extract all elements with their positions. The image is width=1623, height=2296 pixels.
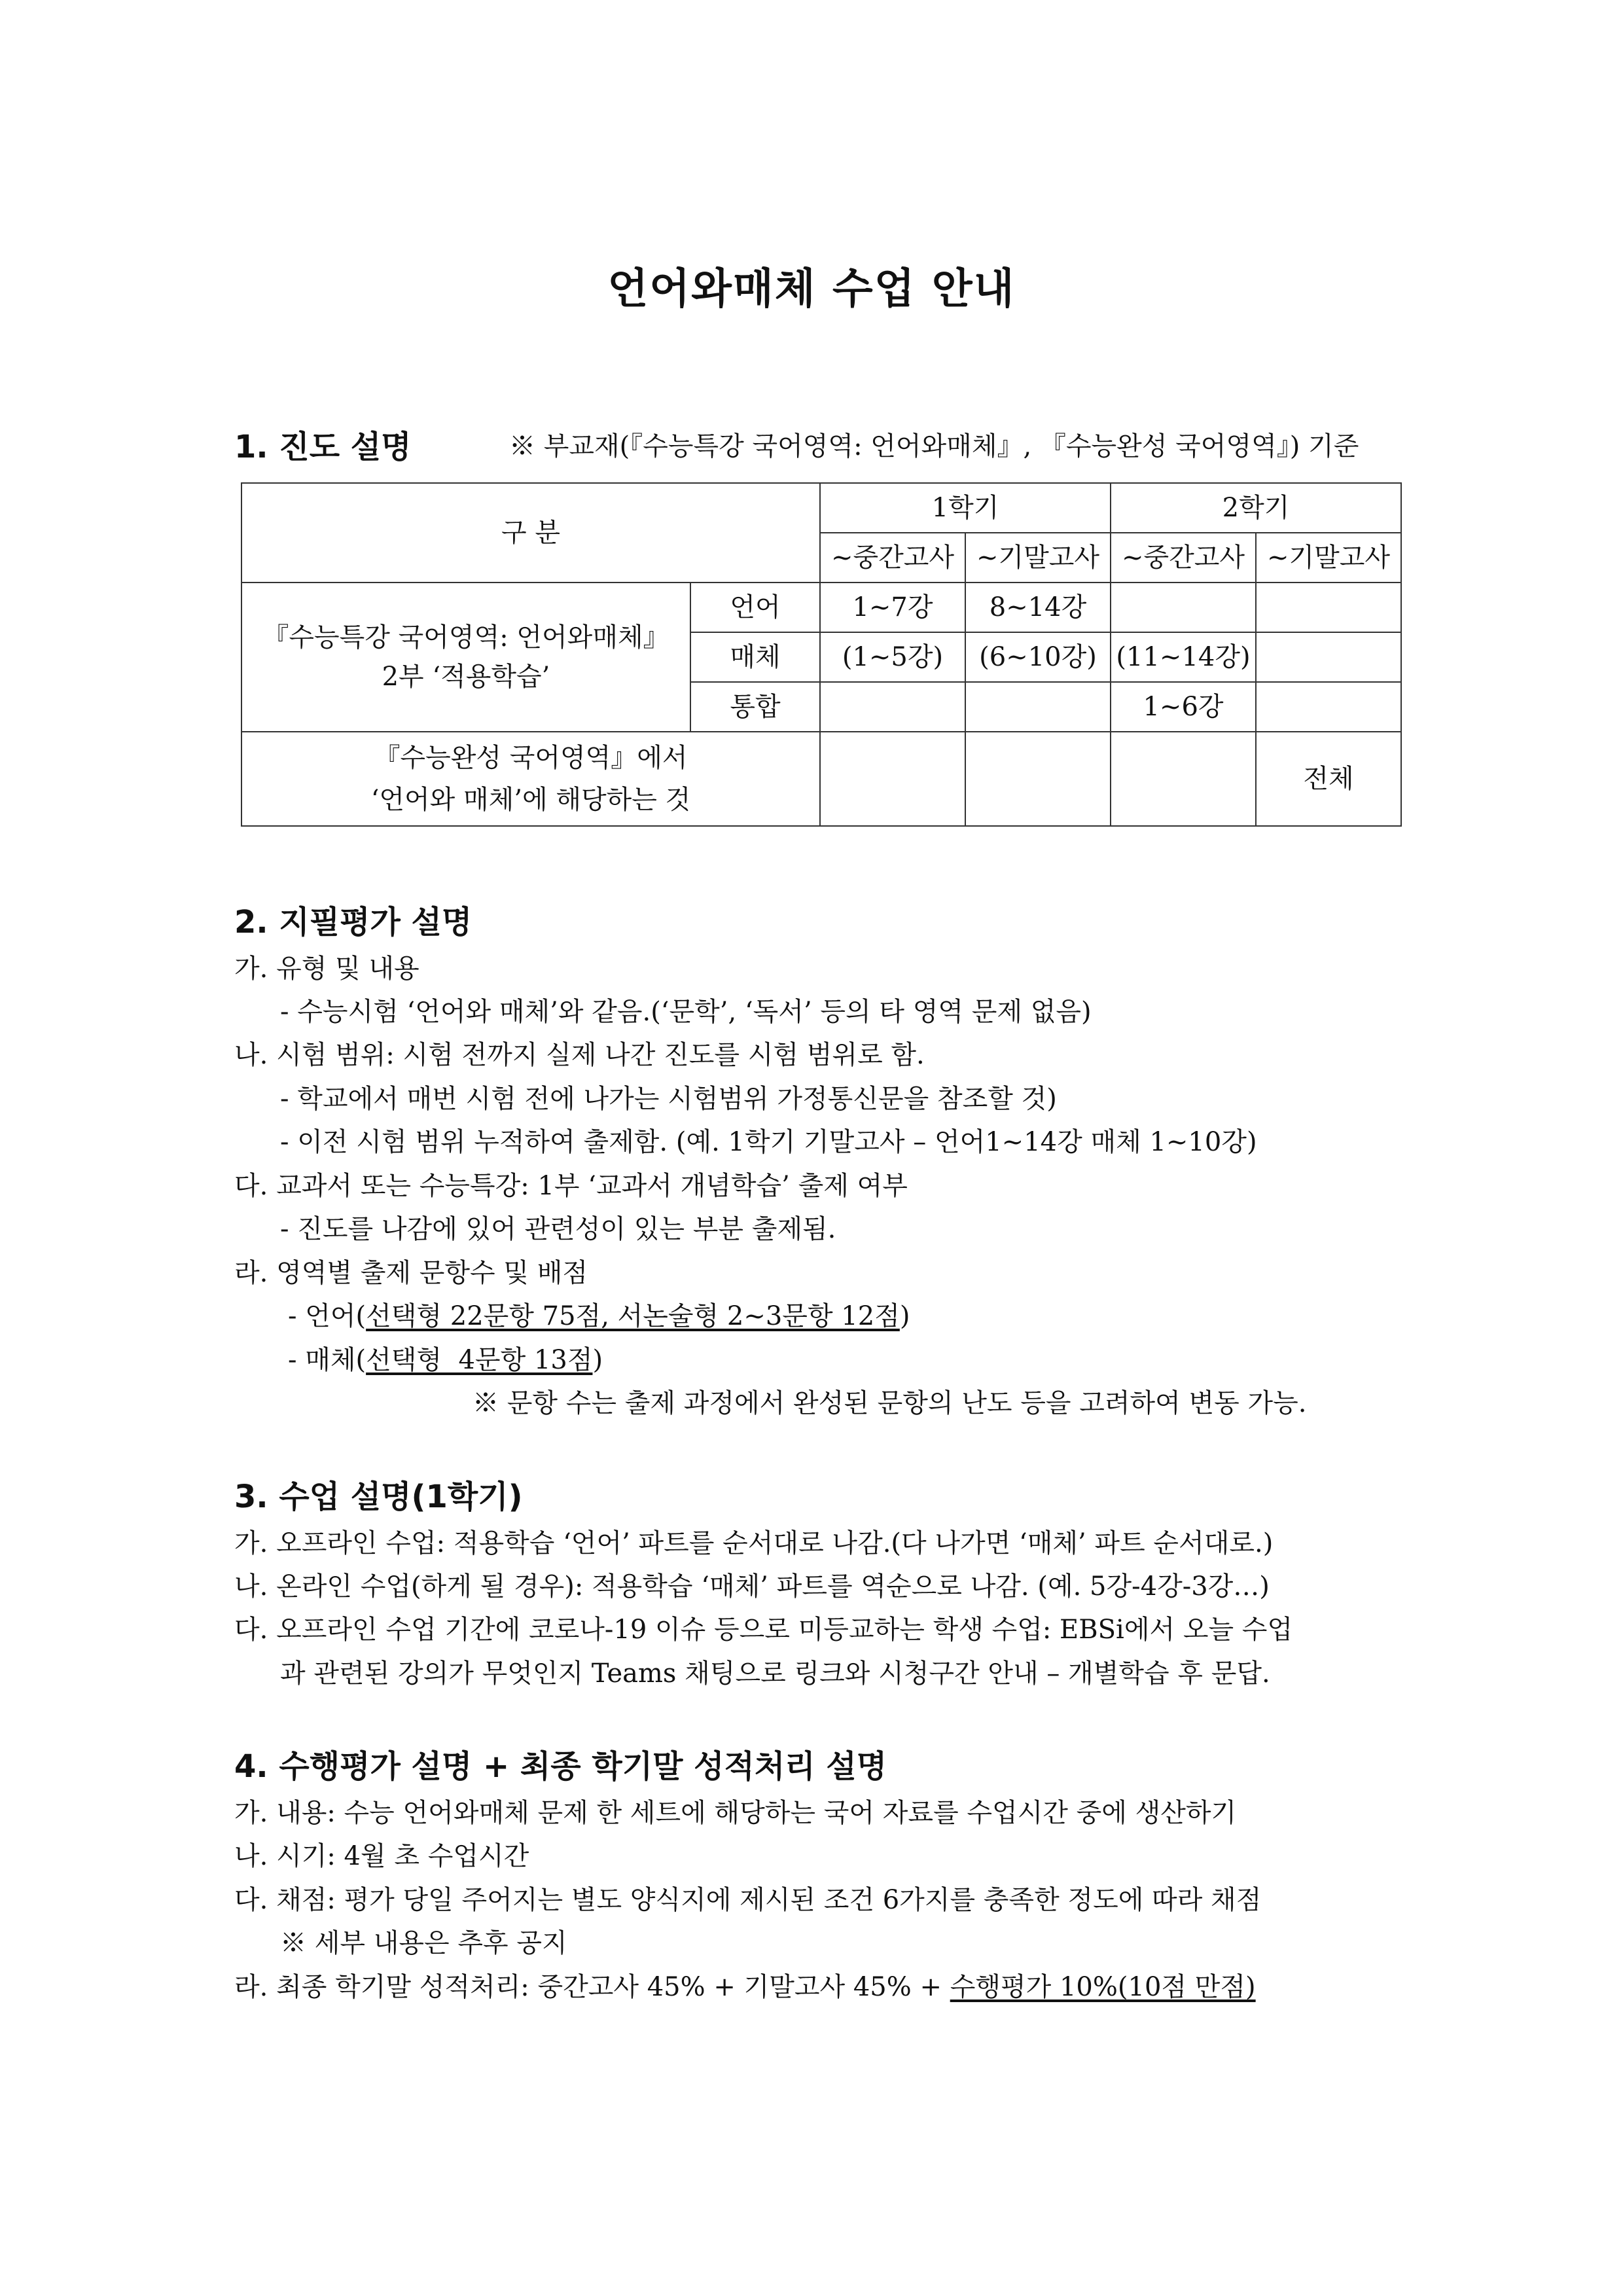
text-line: - 진도를 나감에 있어 관련성이 있는 부분 출제됨. bbox=[280, 1214, 836, 1244]
section-heading-class: 3. 수업 설명(1학기) bbox=[234, 1479, 523, 1515]
book1-label-line: 2부 ‘적용학습’ bbox=[382, 662, 550, 692]
table-cell bbox=[1256, 583, 1401, 632]
text-line bbox=[288, 1344, 603, 1376]
section-heading-written-exam: 2. 지필평가 설명 bbox=[234, 904, 473, 941]
underlined-text: 선택형 4문항 13점 bbox=[366, 1345, 593, 1375]
text-span: ) bbox=[899, 1301, 910, 1331]
table-cell bbox=[965, 732, 1111, 826]
col-header: ~중간고사 bbox=[820, 533, 965, 583]
table-cell bbox=[1111, 732, 1256, 826]
table-cell: 전체 bbox=[1256, 732, 1401, 826]
section-heading-progress: 1. 진도 설명 bbox=[234, 429, 412, 465]
text-span: - 언어( bbox=[288, 1301, 366, 1331]
text-line: - 이전 시험 범위 누적하여 출제함. (예. 1학기 기말고사 – 언어1~14강 매체 1~10강) bbox=[280, 1127, 1257, 1157]
text-line: - 학교에서 매번 시험 전에 나가는 시험범위 가정통신문을 참조할 것) bbox=[280, 1084, 1057, 1114]
text-line: 가. 내용: 수능 언어와매체 문제 한 세트에 해당하는 국어 자료를 수업시간 중에 생산하기 bbox=[234, 1798, 1237, 1828]
table-cell bbox=[965, 682, 1111, 732]
text-line: 다. 채점: 평가 당일 주어지는 별도 양식지에 제시된 조건 6가지를 충족한 정도에 따라 채점 bbox=[234, 1885, 1262, 1915]
table-cell: (6~10강) bbox=[965, 632, 1111, 682]
table-cell bbox=[1111, 583, 1256, 632]
text-span: 라. 최종 학기말 성적처리: 중간고사 45% + 기말고사 45% + bbox=[234, 1972, 950, 2002]
underlined-text: 선택형 22문항 75점, 서논술형 2~3문항 12점 bbox=[366, 1301, 900, 1331]
text-span: ) bbox=[592, 1345, 603, 1375]
col-header: ~기말고사 bbox=[1256, 533, 1401, 583]
table-cell bbox=[1256, 632, 1401, 682]
text-line: 가. 오프라인 수업: 적용학습 ‘언어’ 파트를 순서대로 나감.(다 나가면 ‘매체’ 파트 순서대로.) bbox=[234, 1528, 1274, 1558]
row-label: 언어 bbox=[690, 583, 820, 632]
table-cell: (11~14강) bbox=[1111, 632, 1256, 682]
col-header: ~중간고사 bbox=[1111, 533, 1256, 583]
text-line: 과 관련된 강의가 무엇인지 Teams 채팅으로 링크와 시청구간 안내 – 개별학습 후 문답. bbox=[280, 1659, 1270, 1689]
section-heading-performance: 4. 수행평가 설명 + 최종 학기말 성적처리 설명 bbox=[234, 1748, 887, 1785]
progress-table bbox=[241, 482, 1402, 827]
table-cell bbox=[820, 682, 965, 732]
page-title: 언어와매체 수업 안내 bbox=[607, 265, 1016, 314]
text-line: 나. 온라인 수업(하게 될 경우): 적용학습 ‘매체’ 파트를 역순으로 나감. (예. 5강-4강-3강…) bbox=[234, 1571, 1270, 1602]
table-cell: 1~6강 bbox=[1111, 682, 1256, 732]
text-line: 나. 시험 범위: 시험 전까지 실제 나간 진도를 시험 범위로 함. bbox=[234, 1040, 925, 1070]
semester2-header: 2학기 bbox=[1111, 483, 1401, 533]
col-header: ~기말고사 bbox=[965, 533, 1111, 583]
table-cell: 1~7강 bbox=[820, 583, 965, 632]
text-span: - 매체( bbox=[288, 1345, 366, 1375]
book2-label-line: ‘언어와 매체’에 해당하는 것 bbox=[370, 785, 691, 815]
text-line: ※ 문항 수는 출제 과정에서 완성된 문항의 난도 등을 고려하여 변동 가능. bbox=[473, 1388, 1307, 1418]
text-line: ※ 세부 내용은 추후 공지 bbox=[280, 1928, 567, 1958]
text-line: 다. 오프라인 수업 기간에 코로나-19 이슈 등으로 미등교하는 학생 수업: EBSi에서 오늘 수업 bbox=[234, 1615, 1293, 1645]
text-line bbox=[288, 1300, 910, 1332]
book2-label-line: 『수능완성 국어영역』에서 bbox=[374, 743, 688, 773]
text-line bbox=[234, 1971, 1256, 2003]
text-line: 라. 영역별 출제 문항수 및 배점 bbox=[234, 1258, 588, 1288]
text-line: 다. 교과서 또는 수능특강: 1부 ‘교과서 개념학습’ 출제 여부 bbox=[234, 1171, 908, 1201]
textbook-note: ※ 부교재(『수능특강 국어영역: 언어와매체』, 『수능완성 국어영역』) 기준 bbox=[509, 431, 1359, 461]
book1-label-line: 『수능특강 국어영역: 언어와매체』 bbox=[262, 622, 669, 653]
semester1-header: 1학기 bbox=[820, 483, 1111, 533]
underlined-text: 수행평가 10%(10점 만점) bbox=[950, 1972, 1256, 2002]
book2-label bbox=[241, 732, 820, 826]
text-line: 가. 유형 및 내용 bbox=[234, 954, 419, 984]
table-corner-header: 구 분 bbox=[241, 483, 820, 583]
table-cell bbox=[1256, 682, 1401, 732]
table-cell: (1~5강) bbox=[820, 632, 965, 682]
row-label: 매체 bbox=[690, 632, 820, 682]
table-cell: 8~14강 bbox=[965, 583, 1111, 632]
book1-label bbox=[241, 583, 690, 732]
text-line: 나. 시기: 4월 초 수업시간 bbox=[234, 1841, 529, 1871]
text-line: - 수능시험 ‘언어와 매체’와 같음.(‘문학’, ‘독서’ 등의 타 영역 문제 없음) bbox=[280, 997, 1092, 1027]
row-label: 통합 bbox=[690, 682, 820, 732]
table-cell bbox=[820, 732, 965, 826]
